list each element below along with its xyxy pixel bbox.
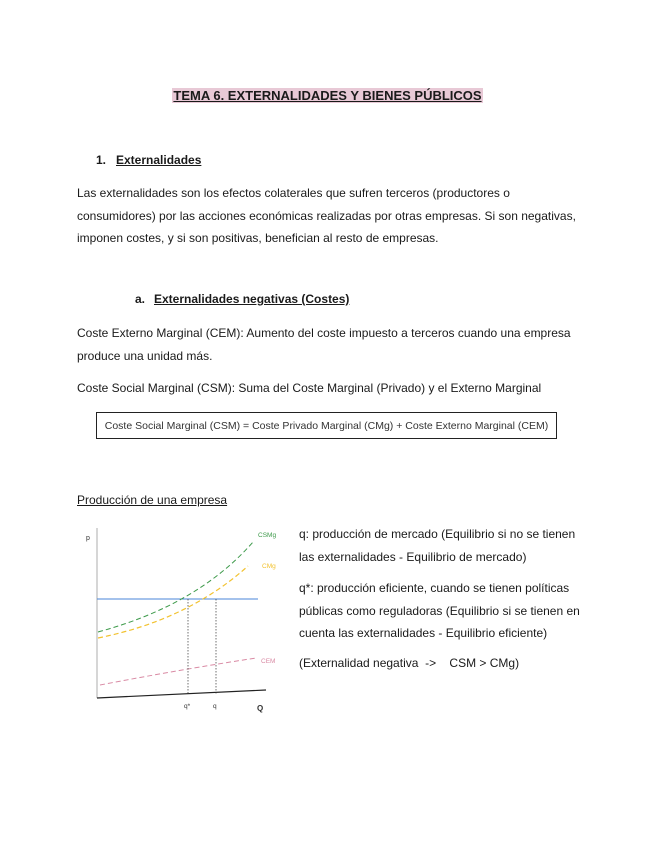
cem-definition: Coste Externo Marginal (CEM): Aumento del coste impuesto a terceros cuando una empresa produce una unidad más. xyxy=(77,326,571,363)
intro-paragraph: Las externalidades son los efectos colaterales que sufren terceros (productores o consumidores) por las acciones económicas realizadas por otras empresas. Si son negativas, imponen costes, y si son positivas, benefician al resto de empresas. xyxy=(77,186,576,245)
section-heading xyxy=(96,153,201,167)
cost-chart xyxy=(78,520,278,720)
y-axis-label: p xyxy=(86,535,90,542)
section-number: 1. xyxy=(96,153,107,167)
formula-box: Coste Social Marginal (CSM) = Coste Privado Marginal (CMg) + Coste Externo Marginal (CEM) xyxy=(96,412,557,439)
page-title: TEMA 6. EXTERNALIDADES Y BIENES PÚBLICOS xyxy=(173,88,482,103)
q-tick: q xyxy=(213,703,217,710)
x-axis-label: Q xyxy=(257,704,264,713)
csm-definition: Coste Social Marginal (CSM): Suma del Coste Marginal (Privado) y el Externo Marginal xyxy=(77,381,542,395)
subsection-label: Externalidades negativas (Costes) xyxy=(154,292,350,306)
subsection-heading xyxy=(135,292,349,306)
csmg-label: CSMg xyxy=(258,532,277,539)
csmg-curve xyxy=(98,542,253,632)
cmg-label: CMg xyxy=(262,563,276,570)
chart-heading: Producción de una empresa xyxy=(77,493,228,507)
q-explanation: q: producción de mercado (Equilibrio si no se tienen las externalidades - Equilibrio de mercado) xyxy=(299,527,576,564)
cem-label: CEM xyxy=(261,658,276,665)
q-star-tick: q* xyxy=(184,703,191,710)
section-label: Externalidades xyxy=(116,153,202,167)
externality-note: (Externalidad negativa -> CSM > CMg) xyxy=(299,656,520,670)
cem-curve xyxy=(100,658,256,685)
cmg-curve xyxy=(98,566,248,638)
q-star-explanation: q*: producción eficiente, cuando se tienen políticas públicas como reguladoras (Equilibrio si se tienen en cuenta las externalidades - Equilibrio eficiente) xyxy=(299,581,580,640)
subsection-letter: a. xyxy=(135,292,146,306)
x-axis xyxy=(97,690,266,698)
